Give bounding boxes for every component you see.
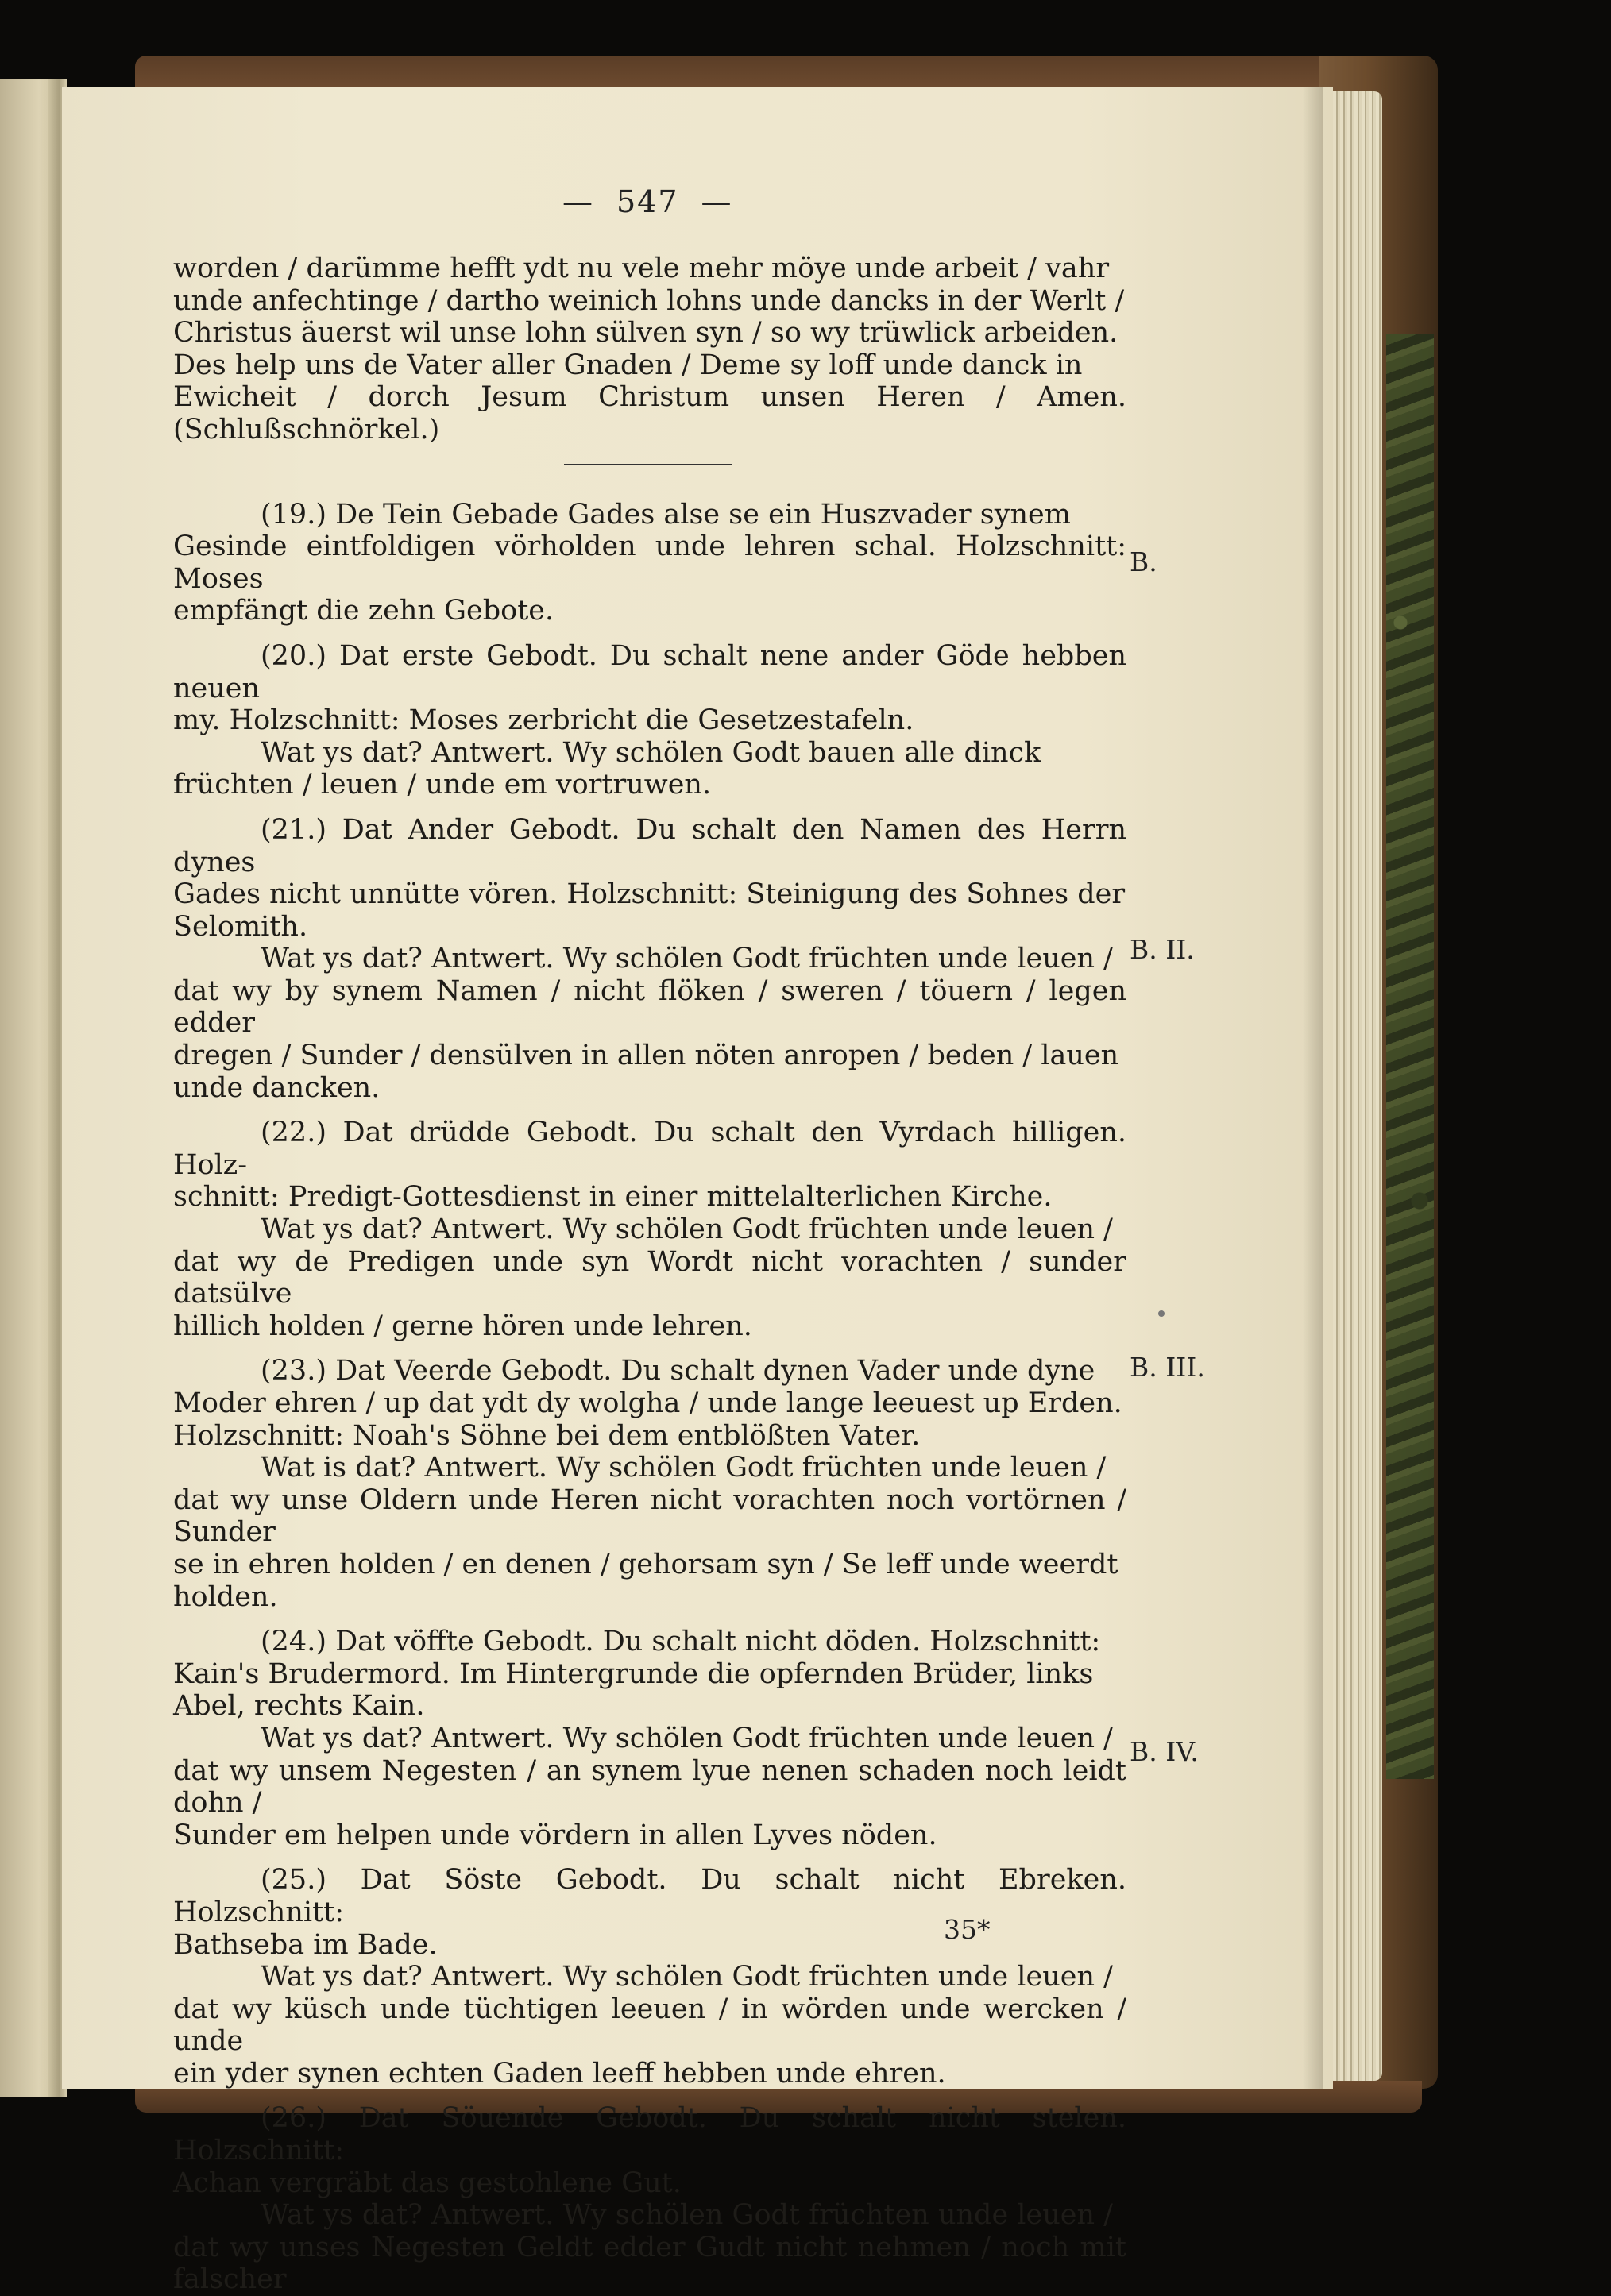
text-line: Wat ys dat? Antwert. Wy schölen Godt früchten unde leuen / — [261, 1961, 1113, 1993]
section-23 — [173, 1355, 1126, 1613]
text-line: unde dancken. — [173, 1071, 381, 1104]
text-line: Holzschnitt: Noah's Söhne bei dem entblößten Vater. — [173, 1419, 921, 1452]
folio-dash-left: — — [562, 184, 594, 219]
folio-dash-right: — — [701, 184, 733, 219]
text-line: dat wy by synem Namen / nicht flöken / sweren / töuern / legen edder — [173, 974, 1126, 1040]
text-line: Wat ys dat? Antwert. Wy schölen Godt früchten unde leuen / — [261, 943, 1113, 975]
text-line: Wat ys dat? Antwert. Wy schölen Godt früchten unde leuen / — [261, 1722, 1113, 1754]
text-line: Wat ys dat? Antwert. Wy schölen Godt früchten unde leuen / — [261, 2199, 1113, 2232]
text-line: Moder ehren / up dat ydt dy wolgha / unde lange leeuest up Erden. — [173, 1387, 1122, 1419]
text-line: Christus äuerst wil unse lohn sülven syn / so wy trüwlick arbeiden. — [173, 317, 1118, 349]
text-line: Kain's Brudermord. Im Hintergrunde die opfernden Brüder, links — [173, 1657, 1094, 1690]
text-line: Achan vergräbt das gestohlene Gut. — [173, 2167, 682, 2199]
text-line: hillich holden / gerne hören unde lehren. — [173, 1310, 752, 1342]
marbled-board — [1386, 334, 1434, 1779]
text-line: Wat ys dat? Antwert. Wy schölen Godt früchten unde leuen / — [261, 1214, 1113, 1246]
text-line: holden. — [173, 1580, 278, 1613]
text-line: Selomith. — [173, 910, 308, 943]
text-line: Abel, rechts Kain. — [173, 1690, 425, 1723]
text-line: (25.) Dat Söste Gebodt. Du schalt nicht Ebreken. Holzschnitt: — [173, 1864, 1126, 1928]
text-line: früchten / leuen / unde em vortruwen. — [173, 769, 712, 801]
text-line: (19.) De Tein Gebade Gades alse se ein Huszvader synem — [261, 498, 1071, 531]
text-line: (22.) Dat drüdde Gebodt. Du schalt den Vyrdach hilligen. Holz- — [173, 1117, 1126, 1181]
section-20 — [173, 640, 1126, 801]
text-line: Bathseba im Bade. — [173, 1928, 438, 1961]
page-shadow — [1303, 87, 1323, 2089]
text-line: worden / darümme hefft ydt nu vele mehr möye unde arbeit / vahr — [173, 253, 1110, 284]
text-line: dat wy unses Negesten Geldt edder Gudt nicht nehmen / noch mit falscher — [173, 2231, 1126, 2296]
page-number: 547 — [616, 184, 679, 219]
text-line: (21.) Dat Ander Gebodt. Du schalt den Namen des Herrn dynes — [173, 813, 1126, 878]
opening-paragraph — [173, 253, 1126, 446]
text-line: Wat is dat? Antwert. Wy schölen Godt früchten unde leuen / — [261, 1452, 1107, 1484]
section-25 — [173, 1864, 1126, 2090]
margin-signature-b: B. — [1130, 546, 1157, 577]
text-line: Des help uns de Vater aller Gnaden / Deme sy loff unde danck in — [173, 349, 1083, 381]
section-19 — [173, 499, 1126, 627]
text-line: dregen / Sunder / densülven in allen nöten anropen / beden / lauen — [173, 1040, 1119, 1072]
footer-signature: 35* — [944, 1914, 991, 1945]
text-line: empfängt die zehn Gebote. — [173, 595, 554, 627]
ink-spot — [1158, 1310, 1165, 1317]
text-line: Ewicheit / dorch Jesum Christum unsen Heren / Amen. (Schlußschnörkel.) — [173, 381, 1126, 446]
text-line: Sunder em helpen unde vördern in allen Lyves nöden. — [173, 1819, 937, 1851]
text-line: unde anfechtinge / dartho weinich lohns unde dancks in der Werlt / — [173, 284, 1125, 317]
text-line: dat wy de Predigen unde syn Wordt nicht vorachten / sunder datsülve — [173, 1245, 1126, 1310]
text-line: Wat ys dat? Antwert. Wy schölen Godt bauen alle dinck — [261, 736, 1041, 769]
margin-signature-b-ii: B. II. — [1130, 934, 1195, 965]
text-line: ein yder synen echten Gaden leeff hebben unde ehren. — [173, 2057, 946, 2090]
text-line: schnitt: Predigt-Gottesdienst in einer mittelalterlichen Kirche. — [173, 1181, 1053, 1214]
page-number-header — [540, 184, 1017, 219]
text-line: dat wy unse Oldern unde Heren nicht vorachten noch vortörnen / Sunder — [173, 1484, 1126, 1549]
section-26 — [173, 2102, 1126, 2296]
text-line: dat wy küsch unde tüchtigen leeuen / in wörden unde wercken / unde — [173, 1993, 1126, 2058]
text-block — [173, 253, 1126, 2296]
text-line: Gades nicht unnütte vören. Holzschnitt: Steinigung des Sohnes der — [173, 878, 1126, 911]
text-line: (24.) Dat vöffte Gebodt. Du schalt nicht döden. Holzschnitt: — [261, 1626, 1101, 1658]
section-22 — [173, 1117, 1126, 1342]
separator-rule — [564, 464, 732, 465]
margin-signature-b-iv: B. IV. — [1130, 1736, 1199, 1767]
section-24 — [173, 1626, 1126, 1851]
text-line: dat wy unsem Negesten / an synem lyue nenen schaden noch leidt dohn / — [173, 1754, 1126, 1819]
book-cover-top-edge — [135, 56, 1422, 91]
text-line: Gesinde eintfoldigen vörholden unde lehren schal. Holzschnitt: Moses — [173, 531, 1126, 595]
section-21 — [173, 814, 1126, 1104]
text-line: (26.) Dat Söuende Gebodt. Du schalt nicht stelen. Holzschnitt: — [173, 2102, 1126, 2167]
text-line: (20.) Dat erste Gebodt. Du schalt nene ander Göde hebben neuen — [173, 639, 1126, 704]
text-line: my. Holzschnitt: Moses zerbricht die Gesetzestafeln. — [173, 704, 914, 737]
text-line: (23.) Dat Veerde Gebodt. Du schalt dynen Vader unde dyne — [261, 1355, 1095, 1387]
text-line: se in ehren holden / en denen / gehorsam syn / Se leff unde weerdt — [173, 1548, 1118, 1580]
margin-signature-b-iii: B. III. — [1130, 1352, 1205, 1383]
